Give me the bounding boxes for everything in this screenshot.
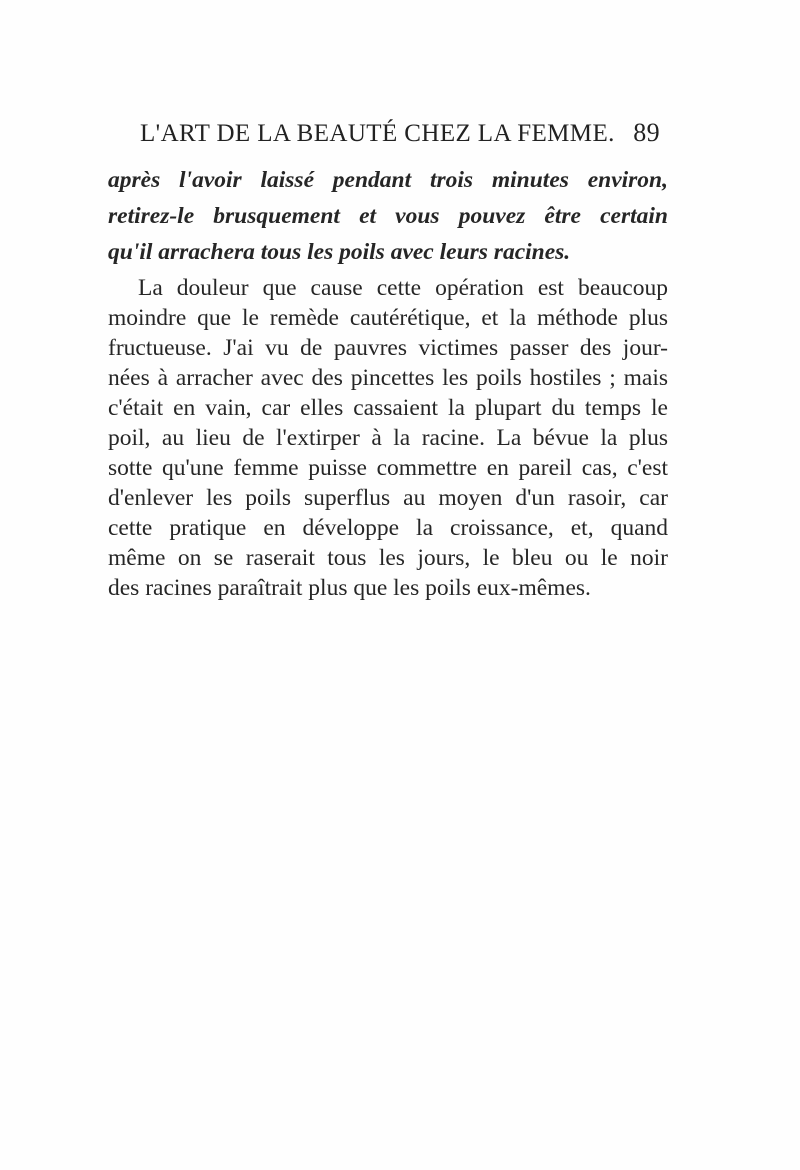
- text-line: fructueuse. J'ai vu de pauvres victimes passer des jour-: [108, 335, 668, 361]
- text-line: même on se raserait tous les jours, le bleu ou le noir: [108, 545, 668, 571]
- text-line: après l'avoir laissé pendant trois minutes environ,: [108, 167, 668, 193]
- text-line: cette pratique en développe la croissance, et, quand: [108, 515, 668, 541]
- text-line: c'était en vain, car elles cassaient la plupart du temps le: [108, 395, 668, 421]
- text-line: nées à arracher avec des pincettes les poils hostiles ; mais: [108, 365, 668, 391]
- text-line: d'enlever les poils superflus au moyen d'un rasoir, car: [108, 485, 668, 511]
- body-paragraph: [108, 273, 668, 603]
- italic-paragraph: [108, 162, 668, 270]
- text-line: retirez-le brusquement et vous pouvez être certain: [108, 203, 668, 229]
- text-line: moindre que le remède cautérétique, et la méthode plus: [108, 305, 668, 331]
- text-line: poil, au lieu de l'extirper à la racine. La bévue la plus: [108, 425, 668, 451]
- page-number: 89: [633, 118, 660, 147]
- running-title: L'ART DE LA BEAUTÉ CHEZ LA FEMME.: [140, 120, 615, 147]
- text-line: La douleur que cause cette opération est beaucoup: [138, 275, 668, 301]
- text-line: qu'il arrachera tous les poils avec leurs racines.: [108, 239, 571, 265]
- running-header: [140, 118, 660, 152]
- text-line: sotte qu'une femme puisse commettre en pareil cas, c'est: [108, 455, 668, 481]
- text-line: des racines paraîtrait plus que les poils eux-mêmes.: [108, 575, 591, 601]
